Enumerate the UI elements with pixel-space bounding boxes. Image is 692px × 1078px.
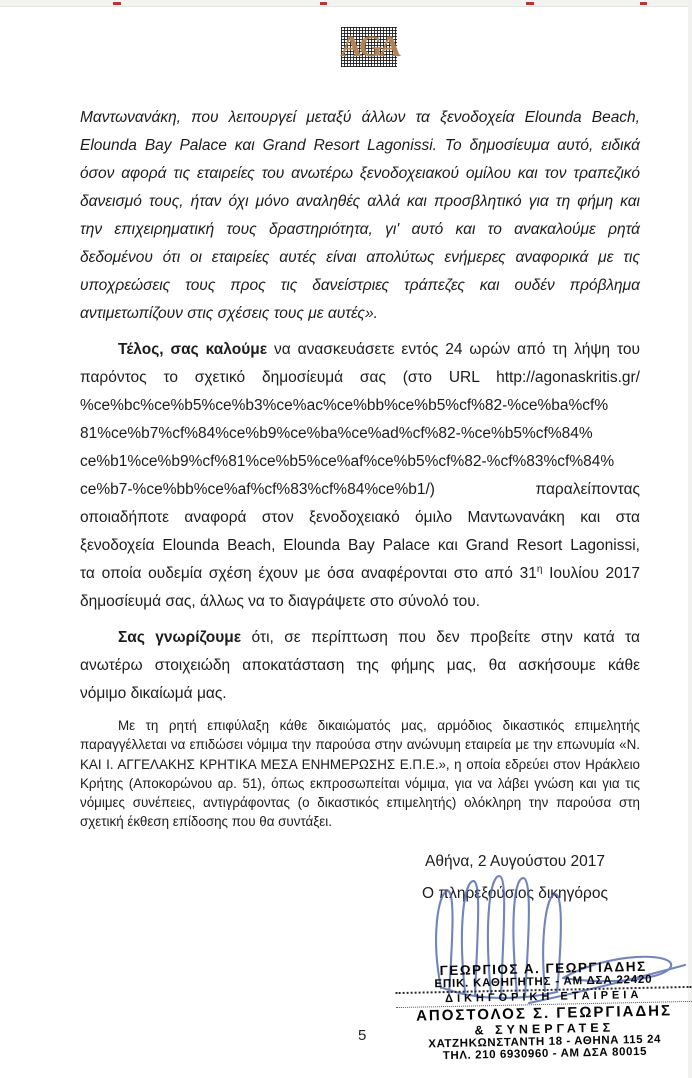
text-fragment: Ιουλίου 2017: [542, 565, 641, 582]
url-text-line: ce%b1%ce%b9%cf%81%ce%b5%ce%af%ce%b5%cf%82-%cf%83%cf%84%: [80, 453, 615, 470]
bold-lead-text: Τέλος, σας καλούμε: [118, 341, 268, 358]
url-text-line: %ce%bc%ce%b5%ce%b3%ce%ac%ce%bb%ce%b5%cf%82-%ce%ba%cf%: [80, 397, 609, 414]
stamp-firm-partners: & ΣΥΝΕΡΓΑΤΕΣ: [474, 1020, 615, 1038]
text-fragment: να ανασκευάσετε εντός 24 ωρών από τη λήψη του: [267, 341, 640, 358]
scan-artifact-red-mark: [320, 2, 327, 5]
scan-artifact-red-mark: [113, 2, 121, 5]
text-line: [80, 624, 640, 652]
law-office-stamp: [395, 958, 692, 1063]
stamp-lawyer-title-registration: ΕΠΙΚ. ΚΑΘΗΓΗΤΗΣ - ΑΜ ΔΣΑ 22420: [395, 973, 691, 994]
text-line: όσον αφορά τις εταιρείες του ανωτέρω ξενοδοχειακού ομίλου και τον τραπεζικό: [80, 165, 640, 182]
text-line: σχετική έκθεση επίδοσης που θα συντάξει.: [80, 814, 332, 830]
quoted-statement-paragraph: [80, 104, 640, 328]
text-line: [80, 336, 640, 364]
text-line: οποιαδήποτε αναφορά στον ξενοδοχειακό όμιλο Μαντωνανάκη και στα: [80, 509, 640, 526]
ordinal-superscript: η: [536, 563, 543, 575]
text-line: [80, 560, 640, 588]
service-instruction-paragraph: [80, 716, 640, 832]
legal-notice-paragraph: [80, 624, 640, 708]
scan-right-edge: [688, 0, 692, 1078]
scan-artifact-red-mark: [526, 2, 534, 5]
text-line: Κρήτης (Αποκορώνου αρ. 51), όπως εκπροσωπείται νόμιμα, για να λάβει γνώση και για τις: [80, 775, 640, 791]
closing-block: [400, 846, 630, 910]
stamp-firm-type: ΔΙΚΗΓΟΡΙΚΗ ΕΤΑΙΡΕΙΑ: [396, 988, 692, 1008]
text-line: παρόντος το σχετικό δημοσίευμά σας (στο URL http://agonaskritis.gr/: [80, 369, 640, 386]
text-line: Με τη ρητή επιφύλαξη κάθε δικαιώματός μας, αρμόδιος δικαστικός επιμελητής: [118, 718, 640, 733]
text-line: αντιμετωπίζουν στις σχέσεις τους με αυτές».: [80, 305, 378, 322]
text-line: δεδομένου ότι οι εταιρείες αυτές είναι απολύτως ενήμερες αναφορικά με τις: [80, 249, 640, 266]
text-line: δανεισμό τους, ήταν όχι μόνο αναληθές αλλά και προσβλητικό για τη φήμη και: [80, 193, 640, 210]
date-line: Αθήνα, 2 Αυγούστου 2017: [425, 853, 605, 870]
text-line: νόμιμο δικαίωμά μας.: [80, 685, 227, 702]
text-line: ανωτέρω στοιχειώδη αποκατάσταση της φήμης μας, θα ασκήσουμε κάθε: [80, 657, 640, 674]
text-fragment: τα οποία ουδεμία σχέση έχουν με όσα αναφέρονται στο από 31: [80, 565, 537, 582]
text-line: [80, 476, 640, 504]
text-line: ΚΑΙ Ι. ΑΓΓΕΛΑΚΗΣ ΚΡΗΤΙΚΑ ΜΕΣΑ ΕΝΗΜΕΡΩΣΗΣ Ε.Π.Ε.», η οποία εδρεύει στον Ηράκλειο: [80, 756, 640, 772]
retraction-request-paragraph: [80, 336, 640, 616]
text-line: Μαντωνανάκη, που λειτουργεί μεταξύ άλλων τα ξενοδοχεία Elounda Beach,: [80, 109, 640, 126]
text-line: νόμιμες συνέπειες, αντιγράφοντας (ο δικαστικός επιμελητής) ολόκληρη την παρούσα στη: [80, 795, 640, 811]
scan-top-edge: [0, 0, 692, 7]
text-line: παραγγέλλεται να επιδώσει νόμιμα την παρούσα στην ανώνυμη εταιρεία με την επωνυμία «Ν.: [80, 737, 640, 753]
document-body: [80, 104, 640, 832]
stamp-lawyer-name: ΓΕΩΡΓΙΟΣ Α. ΓΕΩΡΓΙΑΔΗΣ: [439, 958, 647, 979]
watermark-monogram-letters: AGA: [340, 30, 398, 63]
stamp-address: ΧΑΤΖΗΚΩΝΣΤΑΝΤΗ 18 - ΑΘΗΝΑ 115 24: [428, 1033, 662, 1051]
scan-artifact-red-mark: [640, 2, 647, 5]
url-text-line: 81%ce%b7%cf%84%ce%b9%ce%ba%ce%ad%cf%82-%ce%b5%cf%84%: [80, 425, 593, 442]
text-line: ξενοδοχεία Elounda Beach, Elounda Bay Palace και Grand Resort Lagonissi,: [80, 537, 640, 554]
url-text-fragment: ce%b7-%ce%bb%ce%af%cf%83%cf%84%ce%b1/): [80, 481, 435, 498]
text-line: δημοσίευμά σας, άλλως να το διαγράψετε στο σύνολό του.: [80, 593, 481, 610]
text-line: υποχρεώσεις τους προς τις δανείστριες τράπεζες και ουδέν πρόβλημα: [80, 277, 640, 294]
stamp-phone-registration: ΤΗΛ. 210 6930960 - ΑΜ ΔΣΑ 80015: [442, 1045, 648, 1063]
text-fragment: ότι, σε περίπτωση που δεν προβείτε στην κατά τα: [241, 629, 640, 646]
watermark-monogram: [341, 27, 397, 67]
bold-lead-text: Σας γνωρίζουμε: [118, 629, 242, 646]
signer-role-line: Ο πληρεξούσιος δικηγόρος: [422, 885, 608, 902]
stamp-firm-name: ΑΠΟΣΤΟΛΟΣ Σ. ΓΕΩΡΓΙΑΔΗΣ: [415, 1002, 673, 1025]
page-number: 5: [358, 1027, 367, 1044]
text-fragment: παραλείποντας: [535, 481, 640, 498]
text-line: την επιχειρηματική τους δραστηριότητα, γι' αυτό και το ανακαλούμε ρητά: [80, 221, 640, 238]
text-line: Elounda Bay Palace και Grand Resort Lagonissi. Το δημοσίευμα αυτό, ειδικά: [80, 137, 640, 154]
